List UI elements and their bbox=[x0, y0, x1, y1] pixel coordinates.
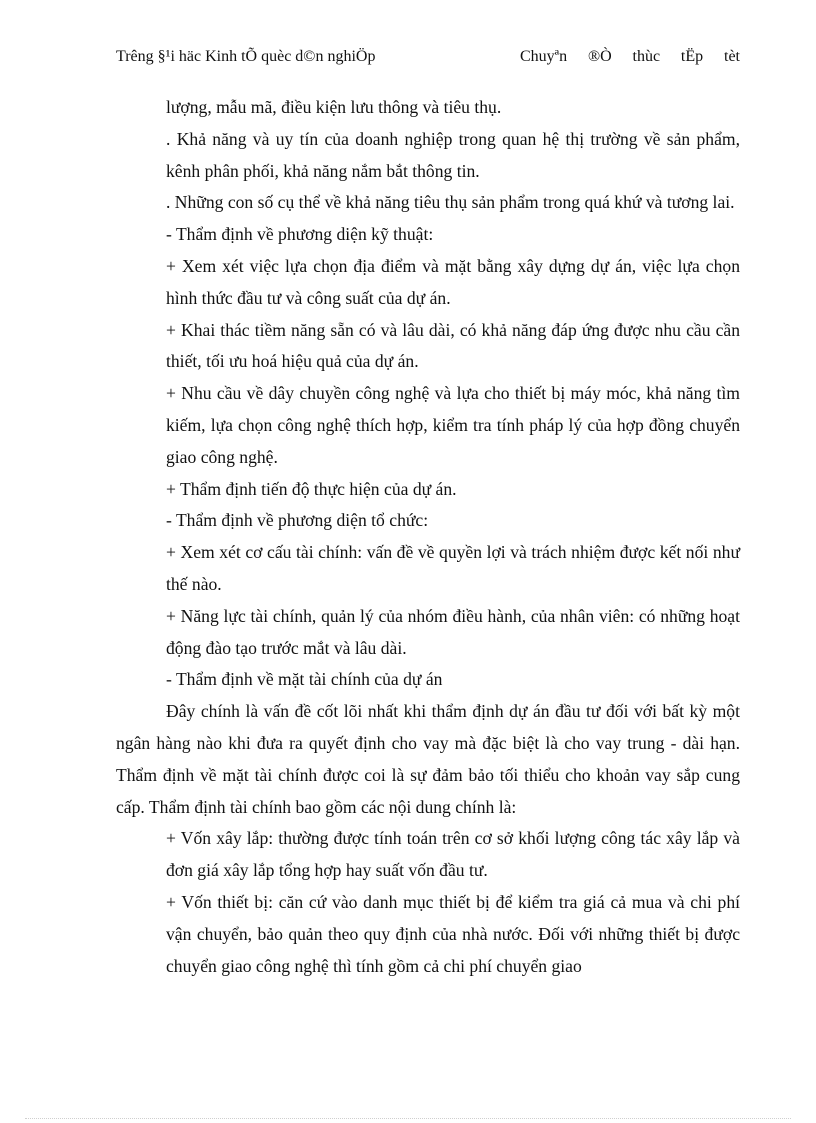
paragraph: . Khả năng và uy tín của doanh nghiệp trong quan hệ thị trường về sản phẩm, kênh phân phối, khả năng nắm bắt thông tin. bbox=[166, 128, 740, 181]
page-bottom-divider bbox=[25, 1118, 791, 1119]
paragraph: + Năng lực tài chính, quản lý của nhóm điều hành, của nhân viên: có những hoạt động đào tạo trước mắt và lâu dài. bbox=[166, 605, 740, 658]
paragraph: + Xem xét cơ cấu tài chính: vấn đề về quyền lợi và trách nhiệm được kết nối như thế nào. bbox=[166, 542, 740, 594]
paragraph: . Những con số cụ thể về khả năng tiêu thụ sản phẩm trong quá khứ và tương lai. bbox=[166, 192, 735, 213]
page-header bbox=[116, 46, 740, 90]
section-heading: - Thẩm định về phương diện tổ chức: bbox=[166, 510, 429, 531]
paragraph: Đây chính là vấn đề cốt lõi nhất khi thẩm định dự án đầu tư đối với bất kỳ một ngân hàng nào khi đưa ra quyết định cho vay mà đặc biệt là cho vay trung - dài hạn. Thẩm định về mặt tài chính được coi là sự đảm bảo tối thiểu cho khoản vay sắp cung cấp. Thẩm định tài chính bao gồm các nội dung chính là: bbox=[116, 701, 740, 817]
section-heading: - Thẩm định về phương diện kỹ thuật: bbox=[166, 224, 434, 245]
header-university-name: Trêng §¹i häc Kinh tÕ quèc d©n nghiÖp bbox=[116, 48, 376, 65]
paragraph: + Vốn thiết bị: căn cứ vào danh mục thiết bị để kiểm tra giá cả mua và chi phí vận chuyển, bảo quản theo quy định của nhà nước. Đối với những thiết bị được chuyển giao công nghệ thì tính gồm cả chi phí chuyển giao bbox=[166, 891, 740, 976]
header-document-title: Chuyªn ®Ò thùc tËp tèt bbox=[520, 48, 740, 65]
paragraph: + Nhu cầu về dây chuyền công nghệ và lựa cho thiết bị máy móc, khả năng tìm kiếm, lựa chọn công nghệ thích hợp, kiểm tra tính pháp lý của hợp đồng chuyển giao công nghệ. bbox=[166, 383, 740, 467]
paragraph: + Xem xét việc lựa chọn địa điểm và mặt bằng xây dựng dự án, việc lựa chọn hình thức đầu tư và công suất của dự án. bbox=[166, 255, 740, 308]
section-heading: - Thẩm định về mặt tài chính của dự án bbox=[166, 669, 443, 690]
paragraph: lượng, mẫu mã, điều kiện lưu thông và tiêu thụ. bbox=[166, 97, 502, 117]
paragraph: + Thẩm định tiến độ thực hiện của dự án. bbox=[166, 478, 457, 499]
document-body bbox=[116, 92, 740, 982]
paragraph: + Vốn xây lắp: thường được tính toán trên cơ sở khối lượng công tác xây lắp và đơn giá xây lắp tổng hợp hay suất vốn đầu tư. bbox=[166, 828, 740, 881]
paragraph: + Khai thác tiềm năng sẵn có và lâu dài, có khả năng đáp ứng được nhu cầu cần thiết, tối ưu hoá hiệu quả của dự án. bbox=[166, 319, 740, 372]
